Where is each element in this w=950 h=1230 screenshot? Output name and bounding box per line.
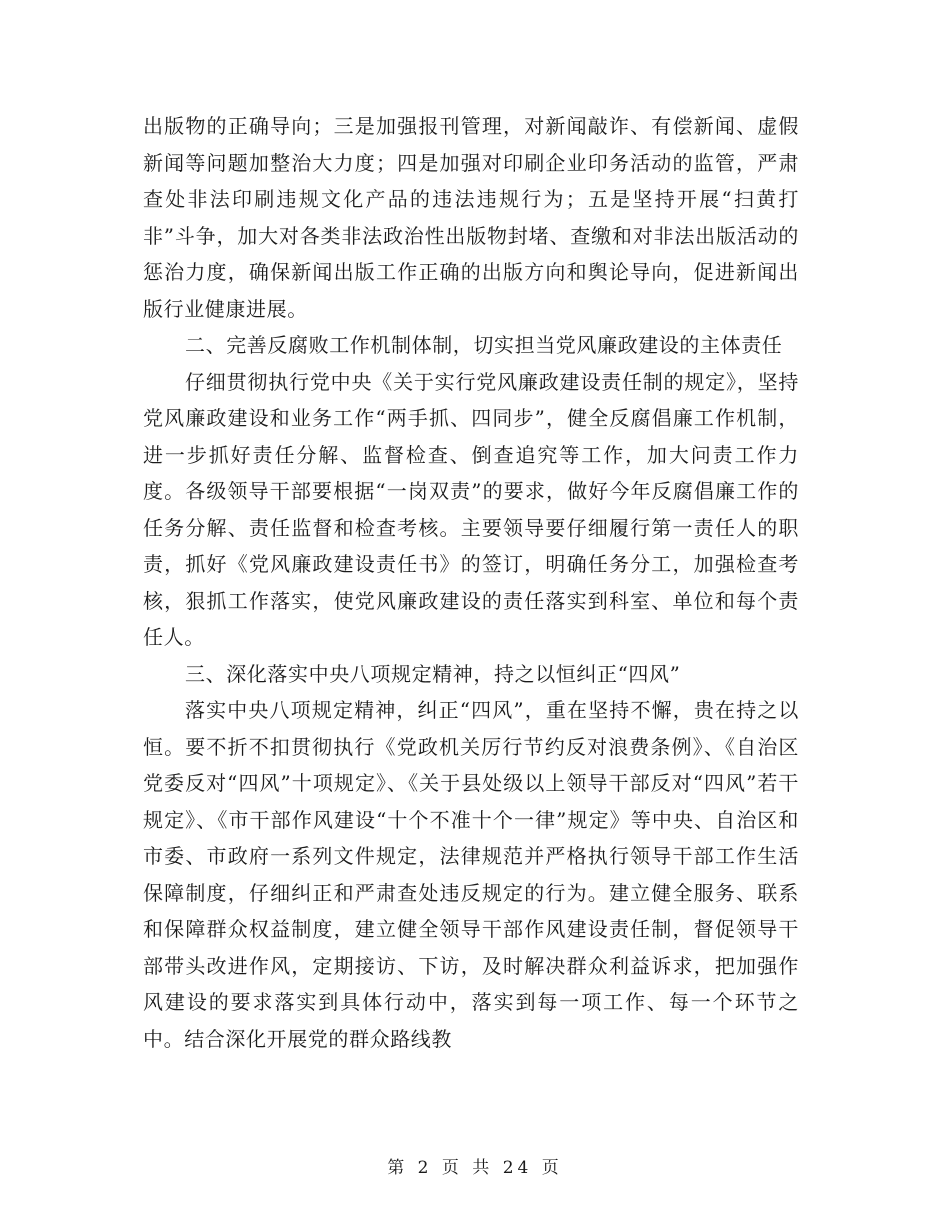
section-heading-3: 三、深化落实中央八项规定精神，持之以恒纠正“四风” <box>185 661 681 686</box>
page-number-footer: 第 2 页 共 24 页 <box>387 1158 563 1178</box>
paragraph-1: 出版物的正确导向；三是加强报刊管理，对新闻敲诈、有偿新闻、虚假新闻等问题加整治大力度；四是加强对印刷企业印务活动的监管，严肃查处非法印刷违规文化产品的违法违规行为；五是坚持开展“扫黄打非”斗争，加大对各类非法政治性出版物封堵、查缴和对非法出版活动的惩治力度，确保新闻出版工作正确的出版方向和舆论导向，促进新闻出版行业健康进展。 <box>143 114 799 321</box>
paragraph-5: 落实中央八项规定精神，纠正“四风”，重在坚持不懈，贵在持之以恒。要不折不扣贯彻执行《党政机关厉行节约反对浪费条例》、《自治区党委反对“四风”十项规定》、《关于县处级以上领导干部反对“四风”若干规定》、《市干部作风建设“十个不准十个一律”规定》等中央、自治区和市委、市政府一系列文件规定，法律规范并严格执行领导干部工作生活保障制度，仔细纠正和严肃查处违反规定的行为。建立健全服务、联系和保障群众权益制度，建立健全领导干部作风建设责任制，督促领导干部带头改进作风，定期接访、下访，及时解决群众利益诉求，把加强作风建设的要求落实到具体行动中，落实到每一项工作、每一个环节之中。结合深化开展党的群众路线教 <box>143 698 799 1051</box>
section-heading-2: 二、完善反腐败工作机制体制，切实担当党风廉政建设的主体责任 <box>185 333 783 357</box>
paragraph-3: 仔细贯彻执行党中央《关于实行党风廉政建设责任制的规定》，坚持党风廉政建设和业务工作“两手抓、四同步”，健全反腐倡廉工作机制，进一步抓好责任分解、监督检查、倒查追究等工作，加大问责工作力度。各级领导干部要根据“一岗双责”的要求，做好今年反腐倡廉工作的任务分解、责任监督和检查考核。主要领导要仔细履行第一责任人的职责，抓好《党风廉政建设责任书》的签订，明确任务分工，加强检查考核，狠抓工作落实，使党风廉政建设的责任落实到科室、单位和每个责任人。 <box>143 369 799 649</box>
document-page <box>143 108 799 1057</box>
